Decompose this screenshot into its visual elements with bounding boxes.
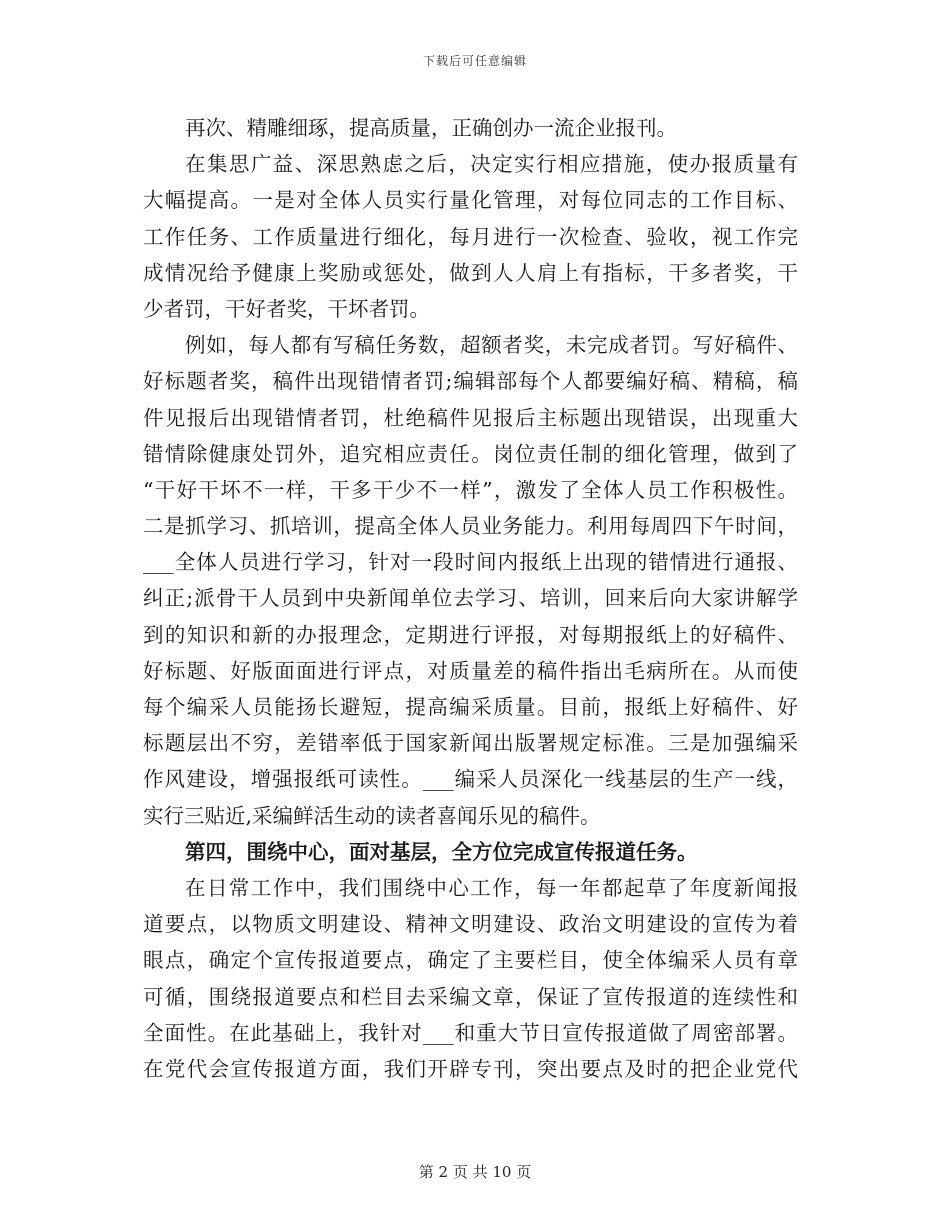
paragraph-line: 纠正;派骨干人员到中央新闻单位去学习、培训，回来后向大家讲解学 [143,586,798,611]
page-indicator: 第 2 页 共 10 页 [418,1163,532,1181]
paragraph-line: 件见报后出现错情者罚，杜绝稿件见报后主标题出现错误，出现重大 [143,405,798,430]
header-note: 下载后可任意编辑 [422,54,527,68]
paragraph-line: 好标题、好版面面进行评点，对质量差的稿件指出毛病所在。从而使 [143,658,798,683]
paragraph-line: 再次、精雕细琢，提高质量，正确创办一流企业报刊。 [185,116,677,140]
paragraph-line: 每个编采人员能扬长避短，提高编采质量。目前，报纸上好稿件、好 [143,695,798,719]
paragraph-line: 在党代会宣传报道方面，我们开辟专刊，突出要点及时的把企业党代 [143,1056,798,1081]
paragraph-line: 标题层出不穷，差错率低于国家新闻出版署规定标准。三是加强编采 [143,731,798,756]
paragraph-line: 在集思广益、深思熟虑之后，决定实行相应措施，使办报质量有 [185,152,798,177]
paragraph-line: 到的知识和新的办报理念，定期进行评报，对每期报纸上的好稿件、 [143,622,798,647]
paragraph-line: 错情除健康处罚外，追究相应责任。岗位责任制的细化管理，做到了 [143,441,798,466]
paragraph-line: 少者罚，干好者奖，干坏者罚。 [143,296,430,321]
paragraph-line: 成情况给予健康上奖励或惩处，做到人人肩上有指标，干多者奖，干 [143,260,798,285]
paragraph-line: 二是抓学习、抓培训，提高全体人员业务能力。利用每周四下午时间， [143,514,798,539]
paragraph-line: “干好干坏不一样，干多干少不一样”，激发了全体人员工作积极性。 [143,477,798,502]
paragraph-line: 例如，每人都有写稿任务数，超额者奖，未完成者罚。写好稿件、 [185,333,798,358]
paragraph-line: 在日常工作中，我们围绕中心工作，每一年都起草了年度新闻报 [185,875,798,900]
paragraph-line: ___全体人员进行学习，针对一段时间内报纸上出现的错情进行通报、 [143,550,798,575]
paragraph-line: 眼点，确定个宣传报道要点，确定了主要栏目，使全体编采人员有章 [143,948,798,973]
paragraph-line: 好标题者奖，稿件出现错情者罚;编辑部每个人都要编好稿、精稿，稿 [143,369,798,394]
paragraph-line: 可循，围绕报道要点和栏目去采编文章，保证了宣传报道的连续性和 [143,984,798,1009]
paragraph-line: 实行三贴近,采编鲜活生动的读者喜闻乐见的稿件。 [143,803,601,828]
paragraph-line: 全面性。在此基础上，我针对___和重大节日宣传报道做了周密部署。 [143,1020,798,1045]
body-text [143,110,798,1087]
paragraph-line: 作风建设，增强报纸可读性。___编采人员深化一线基层的生产一线， [143,767,798,792]
section-heading: 第四，围绕中心，面对基层，全方位完成宣传报道任务。 [185,839,698,864]
paragraph-line: 工作任务、工作质量进行细化，每月进行一次检查、验收，视工作完 [143,224,798,249]
paragraph-line: 道要点，以物质文明建设、精神文明建设、政治文明建设的宣传为着 [143,912,798,937]
paragraph-line: 大幅提高。一是对全体人员实行量化管理，对每位同志的工作目标、 [143,188,798,213]
